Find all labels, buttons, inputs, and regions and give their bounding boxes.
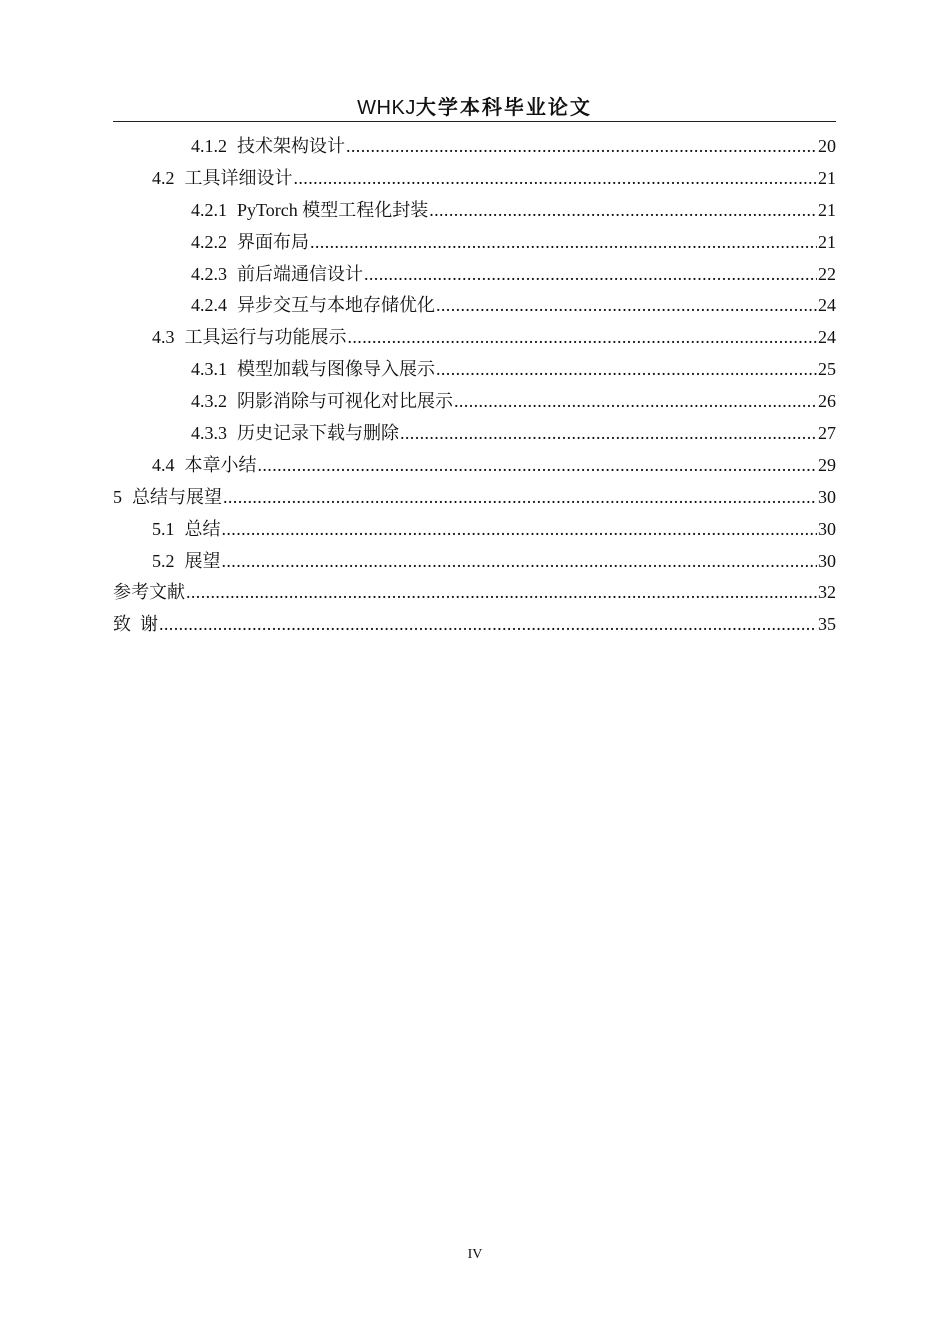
toc-dot-leader	[222, 546, 818, 578]
toc-entry-title: 前后端通信设计	[237, 263, 363, 284]
toc-entry-acknowledgements[interactable]	[113, 609, 836, 641]
toc-entry-title: 总结与展望	[132, 486, 222, 507]
toc-entry-title: 工具详细设计	[184, 167, 293, 188]
toc-entry[interactable]	[113, 322, 836, 354]
toc-entry-number: 4.3.1	[191, 359, 227, 380]
toc-entry-number: 5	[113, 486, 122, 507]
toc-dot-leader	[159, 609, 817, 641]
toc-entry-title: 展望	[184, 550, 221, 571]
toc-entry-references[interactable]	[113, 577, 836, 609]
toc-entry-number: 5.2	[152, 550, 175, 571]
toc-entry[interactable]	[113, 163, 836, 195]
toc-entry-number: 4.2.1	[191, 199, 227, 220]
toc-dot-leader	[186, 577, 817, 609]
toc-dot-leader	[436, 290, 817, 322]
toc-entry[interactable]	[113, 354, 836, 386]
toc-entry[interactable]	[113, 195, 836, 227]
toc-entry[interactable]	[113, 546, 836, 578]
toc-dot-leader	[454, 386, 817, 418]
toc-entry[interactable]	[113, 290, 836, 322]
toc-entry-number: 5.1	[152, 518, 175, 539]
toc-dot-leader	[223, 482, 817, 514]
toc-entry-number: 4.1.2	[191, 136, 227, 156]
toc-entry-page: 24	[818, 327, 836, 348]
toc-dot-leader	[346, 131, 817, 163]
toc-entry-page: 26	[818, 391, 836, 412]
toc-entry-title: 历史记录下载与删除	[237, 423, 399, 444]
toc-entry-page: 20	[818, 136, 836, 156]
toc-dot-leader	[294, 163, 818, 195]
toc-entry-title: 模型加载与图像导入展示	[237, 359, 435, 380]
toc-entry[interactable]	[113, 131, 836, 163]
toc-entry[interactable]	[113, 259, 836, 291]
toc-entry-page: 32	[818, 582, 836, 603]
toc-entry-title: 工具运行与功能展示	[184, 327, 347, 348]
toc-dot-leader	[222, 514, 818, 546]
toc-entry-title: 界面布局	[237, 231, 309, 252]
toc-dot-leader	[348, 322, 818, 354]
toc-entry-title: 总结	[184, 518, 221, 539]
toc-entry-title: 异步交互与本地存储优化	[237, 295, 435, 316]
toc-entry-number: 4.4	[152, 454, 175, 475]
toc-entry-page: 29	[818, 454, 836, 475]
toc-entry[interactable]	[113, 514, 836, 546]
page-header	[113, 94, 836, 122]
toc-entry-title: 阴影消除与可视化对比展示	[237, 391, 453, 412]
toc-entry-number: 4.3	[152, 327, 175, 348]
toc-entry-number: 4.2.3	[191, 263, 227, 284]
toc-dot-leader	[310, 227, 817, 259]
toc-entry-number: 4.2.4	[191, 295, 227, 316]
toc-entry-number: 4.3.3	[191, 423, 227, 444]
toc-entry-page: 30	[818, 550, 836, 571]
toc-entry[interactable]	[113, 227, 836, 259]
page-number: IV	[467, 1247, 483, 1262]
toc-entry-page: 35	[818, 614, 836, 635]
toc-entry-page: 21	[818, 199, 836, 220]
toc-entry[interactable]	[113, 386, 836, 418]
toc-entry-page: 21	[818, 167, 836, 188]
toc-dot-leader	[429, 195, 817, 227]
toc-entry-page: 24	[818, 295, 836, 316]
toc-entry[interactable]	[113, 450, 836, 482]
toc-entry-page: 22	[818, 263, 836, 284]
toc-dot-leader	[400, 418, 817, 450]
toc-entry-page: 30	[818, 518, 836, 539]
table-of-contents	[113, 131, 836, 641]
toc-entry-page: 21	[818, 231, 836, 252]
toc-entry-number: 4.2.2	[191, 231, 227, 252]
toc-entry[interactable]	[113, 418, 836, 450]
toc-entry-number: 4.3.2	[191, 391, 227, 412]
toc-dot-leader	[258, 450, 818, 482]
toc-entry-page: 30	[818, 486, 836, 507]
toc-entry-title: 本章小结	[184, 454, 257, 475]
toc-entry-page: 27	[818, 423, 836, 444]
toc-entry-number: 4.2	[152, 167, 175, 188]
toc-entry-title: 参考文献	[113, 582, 185, 603]
toc-dot-leader	[436, 354, 817, 386]
header-title: 大学本科毕业论文	[415, 95, 592, 119]
toc-dot-leader	[364, 259, 817, 291]
toc-entry-title: PyTorch 模型工程化封装	[237, 199, 429, 220]
toc-entry[interactable]	[113, 482, 836, 514]
toc-entry-title: 致 谢	[113, 614, 158, 635]
toc-entry-page: 25	[818, 359, 836, 380]
toc-entry-title: 技术架构设计	[237, 136, 345, 156]
header-university-code: WHKJ	[357, 97, 416, 119]
